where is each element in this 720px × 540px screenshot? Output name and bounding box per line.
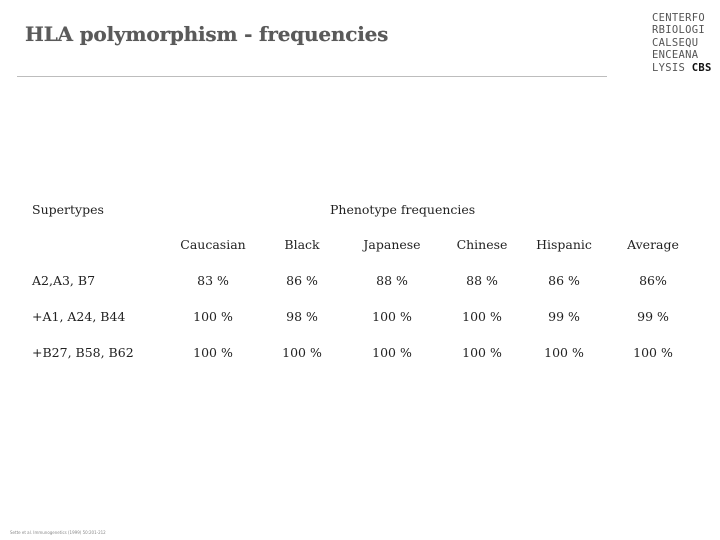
table-cell: 100 % (633, 345, 673, 360)
logo-cbs-text: CBS (691, 61, 712, 74)
table-cell: 99 % (548, 309, 580, 324)
column-header-chinese: Chinese (456, 237, 508, 252)
row-label: +B27, B58, B62 (32, 345, 134, 360)
row-label: +A1, A24, B44 (32, 309, 126, 324)
table-cell: 100 % (193, 345, 233, 360)
table-cell: 100 % (193, 309, 233, 324)
table-cell: 100 % (282, 345, 322, 360)
column-header-japanese: Japanese (363, 237, 421, 252)
table-cell: 86 % (286, 273, 318, 288)
logo-line: CENTERFO (652, 12, 705, 24)
logo-text: LYSIS (652, 61, 692, 74)
title-divider (17, 76, 607, 77)
column-header-average: Average (627, 237, 679, 252)
table-cell: 88 % (376, 273, 408, 288)
supertypes-header: Supertypes (32, 202, 104, 217)
slide-title: HLA polymorphism - frequencies (25, 22, 389, 46)
logo-line: ENCEANA (652, 49, 699, 62)
table-cell: 83 % (197, 273, 229, 288)
table-cell: 88 % (466, 273, 498, 288)
table-cell: 98 % (286, 309, 318, 324)
table-cell: 100 % (372, 345, 412, 360)
logo-line-last (652, 62, 712, 74)
row-label: A2,A3, B7 (32, 273, 96, 288)
column-header-hispanic: Hispanic (536, 237, 592, 252)
table-cell: 100 % (372, 309, 412, 324)
table-cell: 99 % (637, 309, 669, 324)
column-header-caucasian: Caucasian (180, 237, 246, 252)
table-cell: 100 % (462, 345, 502, 360)
table-cell: 86 % (548, 273, 580, 288)
logo-line: CALSEQU (652, 36, 699, 49)
citation: Sette et al. Immunogenetics (1999) 50:201-212 (10, 530, 106, 535)
cbs-logo (652, 12, 712, 74)
table-cell: 86% (639, 273, 667, 288)
table-cell: 100 % (544, 345, 584, 360)
table-cell: 100 % (462, 309, 502, 324)
phenotype-header: Phenotype frequencies (330, 202, 476, 217)
column-header-black: Black (284, 237, 320, 252)
logo-line: RBIOLOGI (652, 24, 705, 37)
